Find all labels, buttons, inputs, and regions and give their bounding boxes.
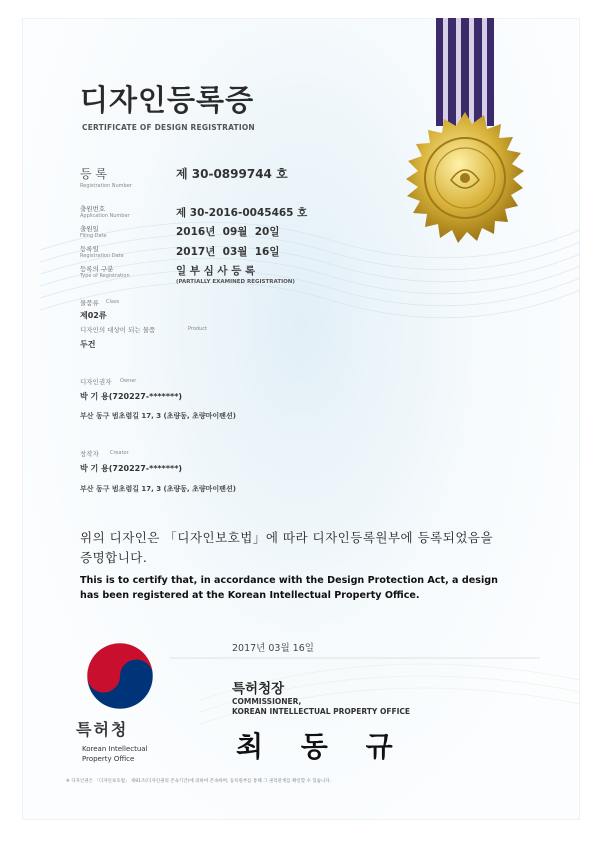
- creator-address: 부산 동구 범초렴길 17, 3 (초량동, 초량마이팬션): [80, 485, 236, 493]
- filing-date-label-en: Filing Date: [80, 233, 107, 239]
- registration-type-label: 등록의 구분: [80, 265, 114, 273]
- registration-number-label-en: Registration Number: [80, 183, 132, 189]
- commissioner-signature: 최 동 규: [236, 730, 407, 763]
- owner-label-en: Owner: [120, 378, 137, 384]
- application-number-label: 출원번호: [80, 205, 106, 213]
- certification-text-ko-1: 위의 디자인은 「디자인보호법」에 따라 디자인등록원부에 등록되었음을: [80, 530, 494, 545]
- owner-address: 부산 동구 범초렴길 17, 3 (초량동, 초량마이팬션): [80, 412, 236, 420]
- owner-label: 디자인권자: [80, 378, 112, 386]
- registration-number-value: 제 30-0899744 호: [176, 167, 288, 181]
- kipo-name-en-1: Korean Intellectual: [82, 745, 148, 753]
- registration-date-label-en: Registration Date: [80, 253, 124, 259]
- application-number-label-en: Application Number: [80, 213, 130, 219]
- product-label: 디자인의 대상이 되는 물품: [80, 326, 156, 334]
- registration-type-label-en: Type of Registration: [80, 273, 130, 279]
- commissioner-title-en-2: KOREAN INTELLECTUAL PROPERTY OFFICE: [232, 707, 411, 716]
- registration-date-value: 2017년 03월 16일: [176, 246, 280, 258]
- filing-date-value: 2016년 09월 20일: [176, 226, 280, 238]
- creator-label-en: Creator: [110, 450, 129, 456]
- kipo-name-ko: 특허청: [76, 720, 129, 739]
- filing-date-label: 출원일: [80, 225, 99, 233]
- class-label: 물품류: [80, 299, 99, 307]
- commissioner-title-ko: 특허청장: [232, 681, 285, 697]
- kipo-name-en-2: Property Office: [82, 755, 135, 763]
- footer-note: ※ 디자인권은 「디자인보호법」 제91조(디자인권의 존속기간)에 의하여 존속하며, 등록원부를 통해 그 권리관계를 확인할 수 있습니다.: [66, 779, 332, 784]
- product-label-en: Product: [188, 326, 207, 332]
- creator-name: 박 기 용(720227-*******): [80, 464, 183, 473]
- creator-label: 창작자: [80, 450, 99, 458]
- certification-text-en-2: has been registered at the Korean Intellectual Property Office.: [80, 590, 420, 601]
- owner-name: 박 기 용(720227-*******): [80, 392, 183, 401]
- class-label-en: Class: [106, 299, 120, 305]
- certification-text-ko-2: 증명합니다.: [80, 550, 148, 565]
- certificate-title: 디자인등록증: [80, 83, 255, 117]
- class-value: 제02류: [80, 311, 107, 320]
- registration-type-value-en: (PARTIALLY EXAMINED REGISTRATION): [176, 279, 295, 285]
- commissioner-title-en-1: COMMISSIONER,: [232, 697, 302, 706]
- certification-text-en-1: This is to certify that, in accordance with the Design Protection Act, a design: [80, 575, 498, 586]
- certificate-title-en: CERTIFICATE OF DESIGN REGISTRATION: [82, 123, 255, 132]
- product-value: 두건: [80, 340, 96, 349]
- application-number-value: 제 30-2016-0045465 호: [176, 207, 308, 219]
- issue-date: 2017년 03월 16일: [232, 643, 314, 654]
- registration-number-label: 등 록: [80, 167, 107, 181]
- registration-date-label: 등록일: [80, 245, 99, 253]
- gold-seal-icon: [395, 110, 535, 250]
- kipo-taegeuk-logo-icon: [84, 640, 156, 712]
- registration-type-value: 일 부 심 사 등 록: [176, 265, 256, 277]
